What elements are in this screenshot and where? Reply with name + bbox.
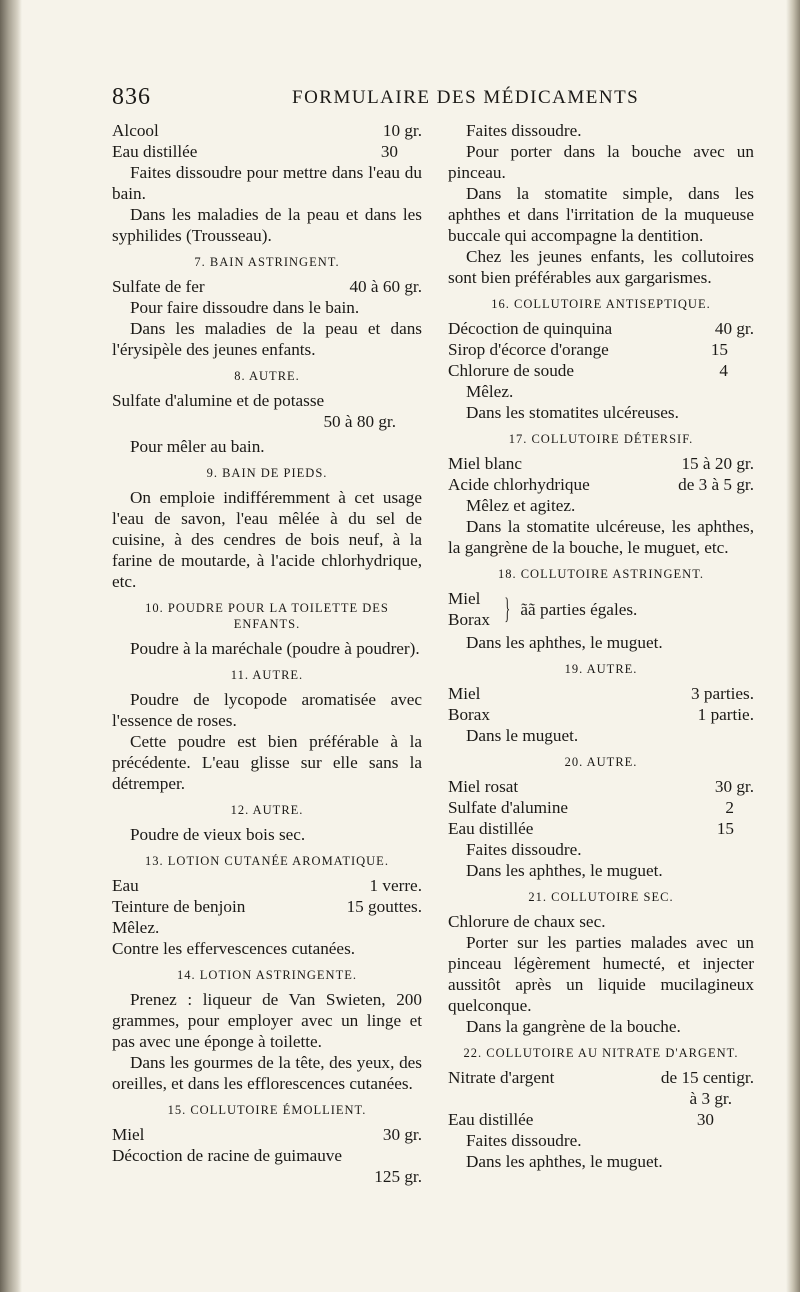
section-heading: 9. BAIN DE PIEDS. xyxy=(206,466,328,480)
recipe-line xyxy=(448,704,754,725)
section-heading: 10. POUDRE POUR LA TOILETTE DES xyxy=(145,601,389,615)
paragraph: Dans les maladies de la peau et dans les syphilides (Trousseau). xyxy=(112,205,422,245)
recipe-line xyxy=(448,318,754,339)
ingredient-name: Acide chlorhydrique xyxy=(448,475,590,494)
paragraph: Poudre de vieux bois sec. xyxy=(130,825,306,844)
left-column xyxy=(112,120,422,1187)
section-heading: 19. AUTRE. xyxy=(564,662,638,676)
paragraph: Chez les jeunes enfants, les collutoires sont bien préférables aux gargarismes. xyxy=(448,247,754,287)
ingredient-qty: 30 gr. xyxy=(714,777,754,796)
recipe-line xyxy=(112,120,422,141)
recipe-line xyxy=(448,683,754,704)
ingredient-name: Eau distillée xyxy=(448,819,534,838)
ingredient-name: Eau distillée xyxy=(112,142,198,161)
ingredient-qty: 30 xyxy=(696,1110,714,1129)
ingredient-qty: 4 xyxy=(719,361,728,380)
recipe-line xyxy=(112,896,422,917)
ingredient-name: Miel xyxy=(448,684,481,703)
ingredient-name: Sulfate de fer xyxy=(112,277,205,296)
paragraph: Porter sur les parties malades avec un pinceau légèrement humecté, et injecter aussitôt après un liquide mucilagineux quelconque. xyxy=(448,933,754,1015)
ingredient-qty: 15 à 20 gr. xyxy=(681,454,754,473)
paragraph: Dans les gourmes de la tête, des yeux, des oreilles, et dans les efflorescences cutanées. xyxy=(112,1053,422,1093)
paragraph: Dans les maladies de la peau et dans l'érysipèle des jeunes enfants. xyxy=(112,319,422,359)
section-heading: 21. COLLUTOIRE SEC. xyxy=(528,890,674,904)
ingredient-qty: 30 xyxy=(380,142,398,161)
ingredient-qty: 125 gr. xyxy=(374,1167,422,1186)
recipe-line xyxy=(112,875,422,896)
paragraph: Pour porter dans la bouche avec un pinceau. xyxy=(448,142,754,182)
ingredient-qty: 2 xyxy=(725,798,734,817)
ingredient-qty: 40 gr. xyxy=(714,319,754,338)
ingredient-qty: de 15 centigr. xyxy=(660,1068,754,1087)
paragraph: Dans la gangrène de la bouche. xyxy=(466,1017,681,1036)
ingredient-name: Borax xyxy=(448,705,491,724)
paragraph: Dans la stomatite ulcéreuse, les aphthes, la gangrène de la bouche, le muguet, etc. xyxy=(448,517,754,557)
paragraph: Dans les aphthes, le muguet. xyxy=(466,633,663,652)
section-heading: 8. AUTRE. xyxy=(234,369,300,383)
paragraph: Poudre à la maréchale (poudre à poudrer). xyxy=(130,639,420,658)
page-edge-shadow xyxy=(786,0,800,1292)
section-heading: 17. COLLUTOIRE DÉTERSIF. xyxy=(508,432,694,446)
ingredient-name: Miel rosat xyxy=(448,777,519,796)
ingredient-name: Sirop d'écorce d'orange xyxy=(448,340,609,359)
ingredient-name: Chlorure de soude xyxy=(448,361,575,380)
recipe-line xyxy=(448,797,754,818)
recipe-line xyxy=(112,141,422,162)
section-heading: 14. LOTION ASTRINGENTE. xyxy=(177,968,357,982)
recipe-line xyxy=(448,1067,754,1088)
ingredient-qty-continued: à 3 gr. xyxy=(689,1089,732,1108)
ingredient-qty: 15 gouttes. xyxy=(346,897,422,916)
paragraph: Dans la stomatite simple, dans les aphthes et dans l'irritation de la muqueuse buccale qui accompagne la dentition. xyxy=(448,184,754,245)
recipe-line xyxy=(112,1124,422,1145)
ingredient-qty: 30 gr. xyxy=(382,1125,422,1144)
paragraph: Dans les stomatites ulcéreuses. xyxy=(466,403,679,422)
recipe-line xyxy=(448,474,754,495)
paragraph: Faites dissoudre. xyxy=(466,121,582,140)
paragraph: On emploie indifféremment à cet usage l'eau de savon, l'eau mêlée à du sel de cuisine, à des cendres de bois neuf, à la farine de moutarde, à l'acide chlorhydrique, etc. xyxy=(112,488,422,591)
paragraph: Faites dissoudre pour mettre dans l'eau du bain. xyxy=(112,163,422,203)
recipe-line xyxy=(448,1109,754,1130)
ingredient-qty: de 3 à 5 gr. xyxy=(678,475,754,494)
section-heading: 15. COLLUTOIRE ÉMOLLIENT. xyxy=(167,1103,367,1117)
paragraph: Contre les effervescences cutanées. xyxy=(112,939,356,958)
paragraph: Dans le muguet. xyxy=(466,726,579,745)
paragraph: Pour mêler au bain. xyxy=(130,437,265,456)
section-heading: 13. LOTION CUTANÉE AROMATIQUE. xyxy=(145,854,389,868)
recipe-line xyxy=(448,776,754,797)
page-binding-shadow xyxy=(0,0,22,1292)
paragraph: Mêlez. xyxy=(466,382,514,401)
section-heading: 18. COLLUTOIRE ASTRINGENT. xyxy=(497,567,705,581)
ingredient-name: Teinture de benjoin xyxy=(112,897,246,916)
recipe-brace-group xyxy=(448,588,754,630)
ingredient-qty: 15 xyxy=(716,819,734,838)
section-heading: 16. COLLUTOIRE ANTISEPTIQUE. xyxy=(491,297,711,311)
ingredient-name: Nitrate d'argent xyxy=(448,1068,555,1087)
section-heading: 20. AUTRE. xyxy=(564,755,638,769)
page-header xyxy=(112,84,712,114)
recipe-line xyxy=(448,360,754,381)
running-title: FORMULAIRE DES MÉDICAMENTS xyxy=(292,87,640,108)
section-heading: 22. COLLUTOIRE AU NITRATE D'ARGENT. xyxy=(463,1046,739,1060)
paragraph: Prenez : liqueur de Van Swieten, 200 grammes, pour employer avec un linge et pas avec une éponge à toilette. xyxy=(112,990,422,1051)
ingredient-qty: 1 verre. xyxy=(369,876,422,895)
paragraph: Mêlez. xyxy=(112,918,160,937)
ingredient-name: Sulfate d'alumine et de potasse xyxy=(112,391,325,410)
ingredient-name: Miel xyxy=(112,1125,145,1144)
paragraph: Cette poudre est bien préférable à la précédente. L'eau glisse sur elle sans la détremper. xyxy=(112,732,422,793)
recipe-line xyxy=(448,339,754,360)
ingredient-name: Borax xyxy=(448,610,491,629)
ingredient-qty: 15 xyxy=(710,340,728,359)
section-heading-continued: ENFANTS. xyxy=(233,617,301,631)
paragraph: Poudre de lycopode aromatisée avec l'essence de roses. xyxy=(112,690,422,730)
ingredient-qty: 3 parties. xyxy=(690,684,754,703)
ingredient-name: Chlorure de chaux sec. xyxy=(448,912,606,931)
ingredient-qty: 50 à 80 gr. xyxy=(323,412,396,431)
ingredient-name: Décoction de quinquina xyxy=(448,319,613,338)
ingredient-qty: 40 à 60 gr. xyxy=(349,277,422,296)
page-number: 836 xyxy=(112,84,151,110)
section-heading: 7. BAIN ASTRINGENT. xyxy=(194,255,340,269)
recipe-line xyxy=(112,276,422,297)
paragraph: Mêlez et agitez. xyxy=(466,496,576,515)
ingredient-name: Alcool xyxy=(112,121,159,140)
ingredient-qty: ãã parties égales. xyxy=(520,599,638,619)
right-column xyxy=(448,120,754,1172)
paragraph: Faites dissoudre. xyxy=(466,840,582,859)
ingredient-name: Décoction de racine de guimauve xyxy=(112,1146,343,1165)
paragraph: Faites dissoudre. xyxy=(466,1131,582,1150)
recipe-line xyxy=(448,818,754,839)
ingredient-name: Eau distillée xyxy=(448,1110,534,1129)
paragraph: Pour faire dissoudre dans le bain. xyxy=(130,298,360,317)
section-heading: 12. AUTRE. xyxy=(230,803,304,817)
ingredient-name: Eau xyxy=(112,876,139,895)
brace-symbol: } xyxy=(504,592,511,625)
recipe-line xyxy=(448,453,754,474)
ingredient-name: Sulfate d'alumine xyxy=(448,798,569,817)
paragraph: Dans les aphthes, le muguet. xyxy=(466,861,663,880)
section-heading: 11. AUTRE. xyxy=(230,668,304,682)
ingredient-name: Miel xyxy=(448,589,481,608)
paragraph: Dans les aphthes, le muguet. xyxy=(466,1152,663,1171)
ingredient-qty: 1 partie. xyxy=(697,705,754,724)
ingredient-names xyxy=(448,588,490,630)
ingredient-name: Miel blanc xyxy=(448,454,522,473)
ingredient-qty: 10 gr. xyxy=(382,121,422,140)
